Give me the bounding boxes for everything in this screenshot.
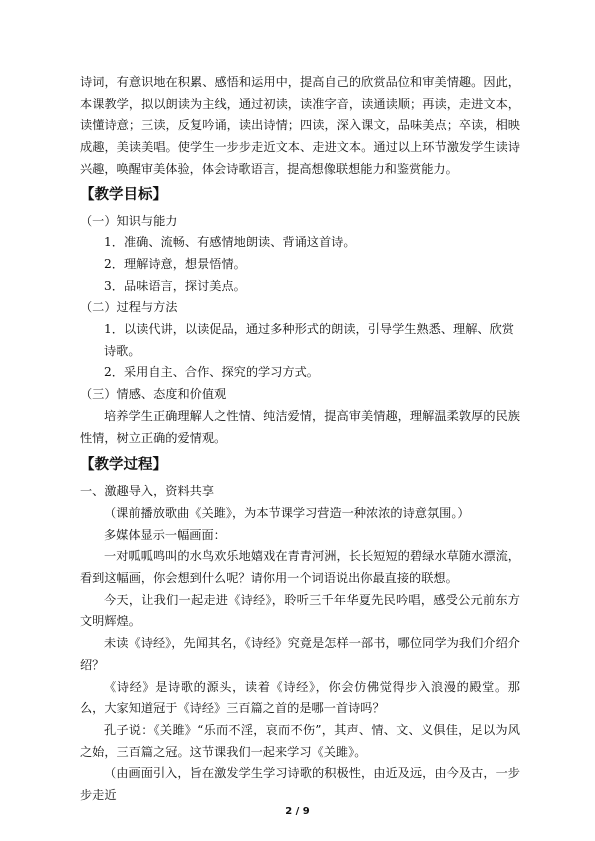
goal-item: 培养学生正确理解人之性情、纯洁爱情，提高审美情趣，理解温柔敦厚的民族性情，树立正确的爱情观。 [80, 408, 520, 445]
process-step-title: 一、激趣导入，资料共享 [80, 484, 215, 499]
process-paragraph: 孔子说：《关雎》“乐而不淫，哀而不伤”，其声、情、文、义俱佳，足以为风之始，三百篇之冠。这节课我们一起来学习《关雎》。 [80, 722, 520, 759]
process-paragraph: 一对呱呱鸣叫的水鸟欢乐地嬉戏在青青河洲，长长短短的碧绿水草随水漂流，看到这幅画，你会想到什么呢？请你用一个词语说出你最直接的联想。 [80, 549, 520, 586]
goal-section-title: （三）情感、态度和价值观 [80, 387, 227, 402]
page-content [80, 72, 520, 807]
teaching-process-heading: 【教学过程】 [80, 457, 167, 474]
page-number: 2 / 9 [285, 806, 310, 817]
process-paragraph: 《诗经》是诗歌的源头，读着《诗经》，你会仿佛觉得步入浪漫的殿堂。那么，大家知道冠于《诗经》三百篇之首的是哪一首诗吗？ [80, 679, 520, 716]
process-paragraph: 今天，让我们一起走进《诗经》，聆听三千年华夏先民吟唱，感受公元前东方文明辉煌。 [80, 592, 520, 629]
goal-item: 1．准确、流畅、有感情地朗读、背诵这首诗。 [104, 235, 356, 250]
teaching-goals-heading: 【教学目标】 [80, 186, 167, 203]
goal-item: 2．采用自主、合作、探究的学习方式。 [104, 365, 319, 380]
goal-section-title: （一）知识与能力 [80, 213, 178, 228]
goal-section-title: （二）过程与方法 [80, 300, 178, 315]
goal-item: 1．以读代讲，以读促品，通过多种形式的朗读，引导学生熟悉、理解、欣赏诗歌。 [104, 322, 514, 358]
process-paragraph: （课前播放歌曲《关雎》，为本节课学习营造一种浓浓的诗意氛围。） [104, 505, 470, 520]
intro-paragraph: 诗词，有意识地在积累、感悟和运用中，提高自己的欣赏品位和审美情趣。因此，本课教学，拟以朗读为主线，通过初读，读准字音，读通读顺；再读，走进文本，读懂诗意；三读，反复吟诵，读出诗情；四读，深入课文，品味美点；卒读，相映成趣，美读美唱。使学生一步步走近文本、走进文本。通过以上环节激发学生读诗兴趣，唤醒审美体验，体会诗歌语言，提高想像联想能力和鉴赏能力。 [80, 75, 520, 176]
process-paragraph: （由画面引入，旨在激发学生学习诗歌的积极性，由近及远，由今及古，一步步走近 [80, 766, 520, 803]
goal-item: 3．品味语言，探讨美点。 [104, 278, 246, 293]
process-paragraph: 未读《诗经》，先闻其名，《诗经》究竟是怎样一部书，哪位同学为我们介绍介绍？ [80, 636, 520, 672]
goal-item: 2．理解诗意，想景悟情。 [104, 256, 246, 271]
process-paragraph: 多媒体显示一幅画面： [104, 527, 226, 542]
